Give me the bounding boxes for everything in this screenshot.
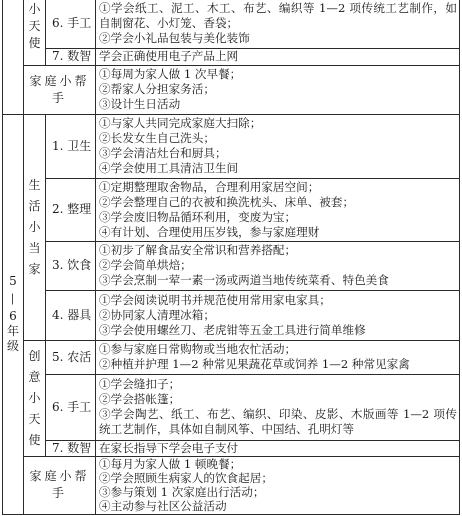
content-line: ①每月为家人做 1 顿晚餐； xyxy=(99,457,242,471)
content-line: ①学会阅读说明书并规范使用常用家电家具； xyxy=(99,292,331,307)
table-row xyxy=(3,65,460,114)
vertical-glyph: 当 xyxy=(28,240,41,255)
content-line: ④学会使用工具清洁卫生间 xyxy=(99,161,239,175)
table-row xyxy=(3,241,460,290)
content-line: ①学会纸工、泥工、木工、布艺、编织等 1—2 项传统工艺制作，如自制窗花、小灯笼、香袋； xyxy=(99,1,457,31)
item-label: 3. 饮食 xyxy=(46,241,96,290)
item-label: 7. 数智 xyxy=(46,48,96,65)
content-line: ③设计生日活动 xyxy=(99,97,181,111)
content-line: ②学会小礼品包装与美化装饰 xyxy=(99,31,250,46)
table-row xyxy=(3,290,460,340)
item-content xyxy=(96,0,460,48)
table-row xyxy=(3,340,460,374)
vertical-glyph: 使 xyxy=(28,432,41,447)
content-line: ②种植并护理 1—2 种常见果蔬花草或饲养 1—2 种常见家禽 xyxy=(99,357,410,371)
grade-cell xyxy=(3,114,24,514)
content-line: ②长发女生自己洗头； xyxy=(99,131,215,145)
item-content xyxy=(96,290,460,340)
content-line: ④有计划、合理使用压岁钱，参与家庭理财 xyxy=(99,224,320,239)
vertical-glyph: 天 xyxy=(28,411,41,426)
vertical-glyph: 5 xyxy=(9,274,17,288)
table-row xyxy=(3,48,460,65)
vertical-glyph: 生 xyxy=(28,177,41,192)
content-line: ③学会清洁灶台和厨具； xyxy=(99,146,227,160)
content-line: ①每周为家人做 1 次早餐； xyxy=(99,67,242,81)
item-content xyxy=(96,48,460,65)
vertical-glyph: — xyxy=(6,293,20,305)
group-cell-creative xyxy=(24,340,46,456)
helper-label: 家庭小帮手 xyxy=(24,456,96,514)
item-content xyxy=(96,241,460,290)
vertical-glyph: 天 xyxy=(28,19,41,33)
item-label: 6. 手工 xyxy=(46,0,96,48)
content-line: ①学会缝扣子； xyxy=(99,377,181,391)
vertical-glyph: 家 xyxy=(28,261,41,276)
vertical-glyph: 6 xyxy=(9,309,17,323)
content-line: ③学会烹制一荤一素一汤或两道当地传统菜肴、特色美食 xyxy=(99,273,389,287)
vertical-glyph: 级 xyxy=(6,339,19,353)
content-line: ①与家人共同完成家庭大扫除； xyxy=(99,116,262,130)
group-label xyxy=(24,346,45,451)
content-line: ②学会简单烘焙； xyxy=(99,258,192,272)
content-line: ③参与策划 1 次家庭出行活动； xyxy=(99,485,265,499)
content-line: ④主动参与社区公益活动 xyxy=(99,499,227,513)
vertical-glyph: 小 xyxy=(28,2,41,16)
vertical-glyph: 创 xyxy=(28,348,41,363)
table-row xyxy=(3,440,460,456)
group-cell-continued xyxy=(24,0,46,65)
item-content xyxy=(96,440,460,456)
group-label xyxy=(24,1,45,52)
vertical-glyph: 意 xyxy=(28,369,41,384)
vertical-glyph: 活 xyxy=(28,198,41,213)
table-row xyxy=(3,456,460,514)
grade-cell-continued xyxy=(3,0,24,114)
item-label: 6. 手工 xyxy=(46,374,96,440)
helper-content xyxy=(96,456,460,514)
content-line: 在家长指导下学会电子支付 xyxy=(99,440,239,455)
content-line: ②帮家人分担家务活； xyxy=(99,82,215,96)
vertical-glyph: 使 xyxy=(28,36,41,50)
item-label: 2. 整理 xyxy=(46,178,96,241)
table-row xyxy=(3,114,460,178)
helper-label: 家庭小帮手 xyxy=(24,65,96,114)
vertical-glyph: 年 xyxy=(6,324,19,338)
content-line: ②协同家人清理冰箱； xyxy=(99,307,215,322)
content-line: 学会正确使用电子产品上网 xyxy=(99,49,239,63)
content-line: ①参与家庭日常购物或当地农忙活动； xyxy=(99,342,297,356)
item-label: 4. 器具 xyxy=(46,290,96,340)
vertical-glyph: 小 xyxy=(28,390,41,405)
content-line: ③学会废旧物品循环利用，变废为宝； xyxy=(99,209,297,224)
table-row xyxy=(3,0,460,48)
table-row xyxy=(3,178,460,241)
item-content xyxy=(96,340,460,374)
item-label: 1. 卫生 xyxy=(46,114,96,178)
item-content xyxy=(96,114,460,178)
item-content xyxy=(96,374,460,440)
content-line: ③学会陶艺、纸工、布艺、编织、印染、皮影、木版画等 1—2 项传统工艺制作，具体如自制风筝、中国结、孔明灯等 xyxy=(99,407,457,436)
grade-label xyxy=(3,274,23,354)
content-line: ③学会使用螺丝刀、老虎钳等五金工具进行简单维修 xyxy=(99,322,366,337)
group-label xyxy=(24,175,45,280)
helper-content xyxy=(96,65,460,114)
vertical-glyph: 小 xyxy=(28,219,41,234)
item-content xyxy=(96,178,460,241)
item-label: 5. 农活 xyxy=(46,340,96,374)
content-line: ②学会照顾生病家人的饮食起居； xyxy=(99,471,273,485)
content-line: ②学会整理自己的衣被和换洗枕头、床单、被套； xyxy=(99,194,355,209)
content-line: ①初步了解食品安全常识和营养搭配； xyxy=(99,243,297,257)
item-label: 7. 数智 xyxy=(46,440,96,456)
content-line: ①定期整理取舍物品，合理利用家居空间； xyxy=(99,179,320,194)
content-line: ②学会搭帐篷； xyxy=(99,392,181,406)
table-row xyxy=(3,374,460,440)
curriculum-table xyxy=(2,0,460,515)
group-cell-life xyxy=(24,114,46,340)
